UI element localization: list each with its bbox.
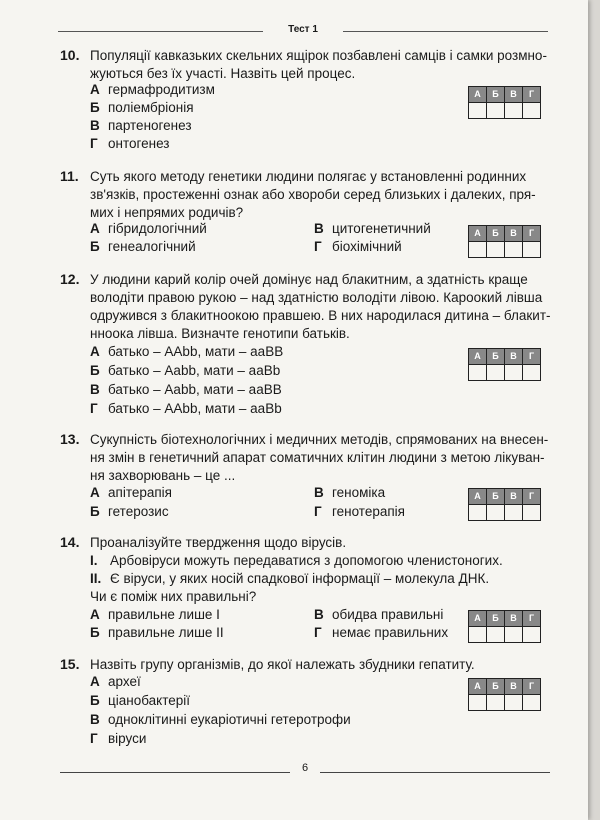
- followup-question: Чи є поміж них правильні?: [90, 589, 257, 604]
- answer-cell-d[interactable]: [523, 103, 541, 119]
- grid-header-b: Б: [487, 679, 505, 695]
- option-letter: Б: [90, 100, 100, 115]
- grid-header-c: В: [505, 489, 523, 505]
- option-c[interactable]: [90, 712, 351, 727]
- option-letter: А: [90, 674, 100, 689]
- option-b[interactable]: [90, 504, 169, 519]
- option-text: обидва правильні: [332, 607, 444, 622]
- option-c[interactable]: [90, 118, 192, 133]
- question-15: [60, 656, 560, 751]
- grid-header-d: Г: [523, 226, 541, 242]
- option-b[interactable]: [90, 625, 224, 640]
- grid-header-b: Б: [487, 611, 505, 627]
- grid-header-c: В: [505, 611, 523, 627]
- option-letter: А: [90, 607, 100, 622]
- question-text: [90, 431, 560, 485]
- option-letter: В: [314, 485, 324, 500]
- answer-grid: [468, 225, 541, 258]
- option-d[interactable]: [90, 401, 282, 416]
- option-a[interactable]: [90, 82, 215, 97]
- option-a[interactable]: [90, 344, 283, 359]
- answer-cell-c[interactable]: [505, 627, 523, 643]
- question-line: Суть якого методу генетики людини полягає у встановленні родинних: [90, 169, 527, 184]
- option-text: гібридологічний: [108, 221, 207, 236]
- option-text: гетерозис: [108, 504, 169, 519]
- option-b[interactable]: [90, 100, 194, 115]
- grid-header-a: А: [469, 489, 487, 505]
- grid-header-b: Б: [487, 226, 505, 242]
- question-line: одружився з блакитноокою правшею. В них народилася дитина – блакит-: [90, 308, 551, 323]
- statement-label: I.: [90, 553, 98, 568]
- option-letter: А: [90, 82, 100, 97]
- question-number: 10.: [60, 47, 80, 63]
- question-13: [60, 431, 560, 526]
- answer-grid: [468, 610, 541, 643]
- option-c[interactable]: [90, 382, 282, 397]
- answer-cell-a[interactable]: [469, 695, 487, 711]
- question-number: 11.: [60, 168, 79, 184]
- option-text: генеалогічний: [108, 239, 196, 254]
- answer-cell-a[interactable]: [469, 627, 487, 643]
- option-letter: В: [90, 712, 100, 727]
- answer-cell-c[interactable]: [505, 103, 523, 119]
- option-text: біохімічний: [332, 239, 402, 254]
- header-rule-right: [343, 31, 548, 32]
- option-letter: Б: [90, 504, 100, 519]
- grid-header-c: В: [505, 679, 523, 695]
- answer-cell-d[interactable]: [523, 365, 541, 381]
- grid-header-c: В: [505, 226, 523, 242]
- option-text: онтогенез: [108, 136, 170, 151]
- option-letter: А: [90, 485, 100, 500]
- grid-header-a: А: [469, 679, 487, 695]
- option-text: партеногенез: [108, 118, 192, 133]
- page-header: [58, 24, 548, 38]
- answer-cell-d[interactable]: [523, 627, 541, 643]
- test-title: Тест 1: [288, 24, 318, 35]
- option-text: батько – AAbb, мати – aaBb: [108, 401, 282, 416]
- answer-grid: [468, 678, 541, 711]
- grid-header-b: Б: [487, 87, 505, 103]
- answer-cell-a[interactable]: [469, 103, 487, 119]
- answer-cell-c[interactable]: [505, 695, 523, 711]
- answer-cell-b[interactable]: [487, 695, 505, 711]
- question-line: ня змін в генетичний апарат соматичних клітин людини з метою лікуван-: [90, 450, 545, 465]
- question-12: [60, 271, 560, 421]
- option-letter: Б: [90, 625, 100, 640]
- option-letter: Б: [90, 363, 100, 378]
- option-letter: А: [90, 344, 100, 359]
- option-d[interactable]: [90, 731, 146, 746]
- question-line: Проаналізуйте твердження щодо вірусів.: [90, 535, 347, 550]
- statement-text: Є віруси, у яких носій спадкової інформації – молекула ДНК.: [110, 571, 490, 586]
- question-10: [60, 47, 560, 157]
- option-text: батько – AAbb, мати – aaBB: [108, 344, 284, 359]
- option-c[interactable]: [314, 607, 443, 622]
- option-letter: Г: [314, 625, 322, 640]
- option-letter: Г: [90, 136, 98, 151]
- option-text: геноміка: [332, 485, 386, 500]
- answer-cell-d[interactable]: [523, 695, 541, 711]
- answer-grid: [468, 488, 541, 521]
- answer-cell-a[interactable]: [469, 242, 487, 258]
- answer-cell-d[interactable]: [523, 242, 541, 258]
- grid-header-a: А: [469, 349, 487, 365]
- option-b[interactable]: [90, 693, 190, 708]
- answer-grid: [468, 86, 541, 119]
- question-text: [90, 656, 560, 674]
- answer-cell-b[interactable]: [487, 365, 505, 381]
- option-c[interactable]: [314, 221, 431, 236]
- answer-cell-c[interactable]: [505, 365, 523, 381]
- question-line: Популяції кавказьких скельних ящірок позбавлені самців і самки розмно-: [90, 48, 547, 63]
- question-line: жуються без їх участі. Назвіть цей процес.: [90, 66, 356, 81]
- question-line: ня захворювань – це ...: [90, 468, 236, 483]
- option-text: правильне лише II: [108, 625, 224, 640]
- question-text: [90, 271, 560, 343]
- answer-cell-d[interactable]: [523, 505, 541, 521]
- question-number: 12.: [60, 271, 80, 287]
- page-footer: [60, 762, 550, 778]
- option-text: ціанобактерії: [108, 693, 190, 708]
- question-line: зв'язків, простеженні ознак або хвороби серед близьких і далеких, пря-: [90, 187, 536, 202]
- option-letter: А: [90, 221, 100, 236]
- option-text: генотерапія: [332, 504, 405, 519]
- option-a[interactable]: [90, 221, 207, 236]
- grid-header-c: В: [505, 349, 523, 365]
- option-d[interactable]: [314, 239, 402, 254]
- answer-cell-c[interactable]: [505, 505, 523, 521]
- question-line: Сукупність біотехнологічних і медичних методів, спрямованих на внесен-: [90, 432, 549, 447]
- question-line: У людини карий колір очей домінує над блакитним, а здатність краще: [90, 272, 528, 287]
- option-letter: Г: [90, 731, 98, 746]
- question-text: [90, 47, 560, 83]
- question-14: [60, 534, 560, 646]
- option-letter: Г: [314, 504, 322, 519]
- grid-header-c: В: [505, 87, 523, 103]
- statement-label: II.: [90, 571, 102, 586]
- statement-1: [90, 553, 503, 568]
- option-a[interactable]: [90, 674, 141, 689]
- option-c[interactable]: [314, 485, 385, 500]
- option-letter: Г: [90, 401, 98, 416]
- option-text: гермафродитизм: [108, 82, 215, 97]
- option-letter: В: [90, 382, 100, 397]
- option-text: цитогенетичний: [332, 221, 431, 236]
- grid-header-b: Б: [487, 349, 505, 365]
- footer-rule-right: [320, 772, 550, 773]
- question-text: [90, 534, 560, 552]
- option-letter: Б: [90, 693, 100, 708]
- option-text: немає правильних: [332, 625, 449, 640]
- option-text: правильне лише I: [108, 607, 220, 622]
- option-text: батько – Aabb, мати – aaBB: [108, 382, 282, 397]
- option-text: батько – Aabb, мати – aaBb: [108, 363, 281, 378]
- grid-header-d: Г: [523, 611, 541, 627]
- option-text: апітерапія: [108, 485, 172, 500]
- statement-text: Арбовіруси можуть передаватися з допомогою членистоногих.: [110, 553, 503, 568]
- grid-header-b: Б: [487, 489, 505, 505]
- option-d[interactable]: [90, 136, 170, 151]
- question-line: володіти правою рукою – над здатністю володіти лівою. Кароокий лівша: [90, 290, 543, 305]
- grid-header-d: Г: [523, 679, 541, 695]
- grid-header-d: Г: [523, 349, 541, 365]
- answer-cell-c[interactable]: [505, 242, 523, 258]
- question-line: Назвіть групу організмів, до якої належать збудники гепатиту.: [90, 657, 475, 672]
- question-text: [90, 168, 560, 222]
- question-line: мих і непрямих родичів?: [90, 205, 244, 220]
- option-letter: В: [314, 221, 324, 236]
- answer-grid: [468, 348, 541, 381]
- question-number: 13.: [60, 431, 80, 447]
- option-a[interactable]: [90, 607, 220, 622]
- answer-cell-b[interactable]: [487, 103, 505, 119]
- grid-header-a: А: [469, 226, 487, 242]
- option-text: одноклітинні еукаріотичні гетеротрофи: [108, 712, 351, 727]
- grid-header-d: Г: [523, 87, 541, 103]
- option-text: поліембріонія: [108, 100, 194, 115]
- answer-cell-a[interactable]: [469, 505, 487, 521]
- option-letter: Г: [314, 239, 322, 254]
- option-a[interactable]: [90, 485, 172, 500]
- answer-cell-b[interactable]: [487, 505, 505, 521]
- option-d[interactable]: [314, 504, 405, 519]
- option-b[interactable]: [90, 239, 196, 254]
- option-text: віруси: [108, 731, 147, 746]
- option-letter: Б: [90, 239, 100, 254]
- page-number: 6: [301, 762, 309, 774]
- option-b[interactable]: [90, 363, 280, 378]
- question-line: нноока лівша. Визначте генотипи батьків.: [90, 326, 350, 341]
- question-number: 14.: [60, 534, 80, 550]
- option-letter: В: [90, 118, 100, 133]
- question-11: [60, 168, 560, 263]
- question-number: 15.: [60, 656, 80, 672]
- grid-header-a: А: [469, 87, 487, 103]
- answer-cell-a[interactable]: [469, 365, 487, 381]
- answer-cell-b[interactable]: [487, 242, 505, 258]
- option-text: археї: [108, 674, 141, 689]
- answer-cell-b[interactable]: [487, 627, 505, 643]
- statement-2: [90, 571, 489, 586]
- option-d[interactable]: [314, 625, 448, 640]
- option-letter: В: [314, 607, 324, 622]
- grid-header-a: А: [469, 611, 487, 627]
- grid-header-d: Г: [523, 489, 541, 505]
